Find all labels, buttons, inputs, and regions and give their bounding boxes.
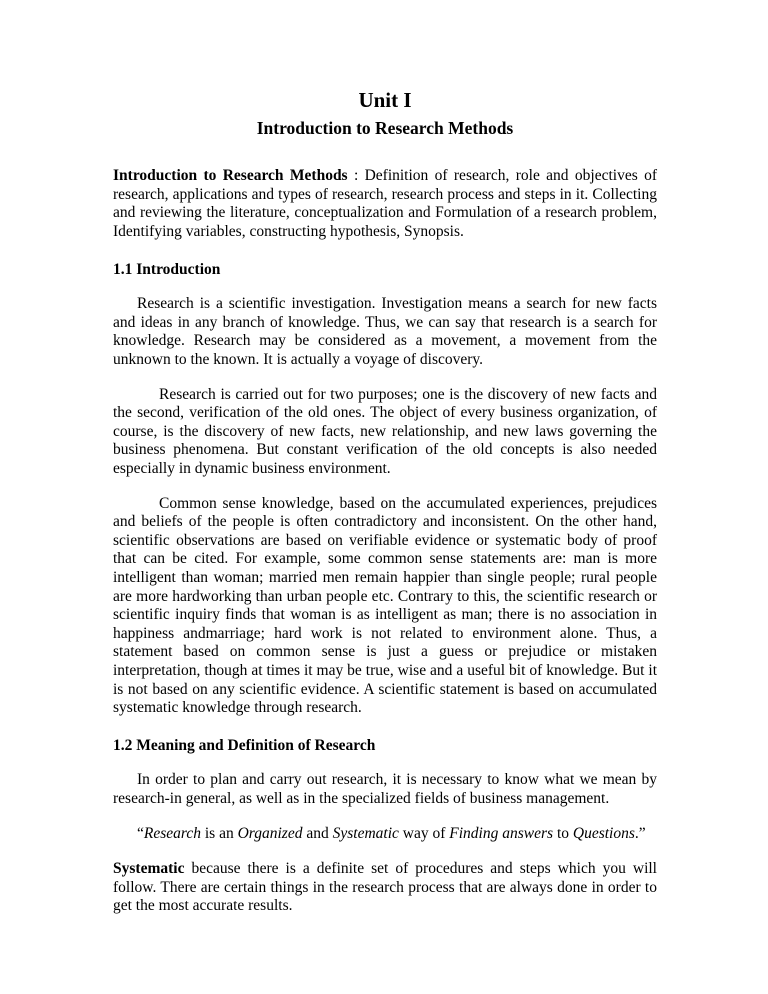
overview-lead-text: Introduction to Research Methods bbox=[113, 167, 348, 185]
systematic-paragraph bbox=[113, 860, 657, 916]
document-subtitle: Introduction to Research Methods bbox=[256, 118, 514, 139]
systematic-lead-text: Systematic bbox=[113, 860, 185, 878]
section-1-2-heading: 1.2 Meaning and Definition of Research bbox=[113, 736, 376, 754]
quote-open-mark: “ bbox=[137, 825, 144, 843]
overview-paragraph bbox=[113, 167, 657, 241]
quote-text-3: way of bbox=[398, 825, 450, 843]
quote-term-systematic: Systematic bbox=[332, 825, 399, 843]
section-1-1-paragraph-2: Research is carried out for two purposes; one is the discovery of new facts and the second, verification of the old ones. The object of every business organization, of course, is the discovery of new facts, new relationship, and new laws governing the business phenomena. But constant verification of the old concepts is also needed especially in dynamic business environment. bbox=[113, 385, 657, 477]
quote-text-2: and bbox=[302, 825, 333, 843]
quote-term-finding-answers: Finding answers bbox=[449, 825, 554, 843]
research-definition-quote bbox=[113, 825, 657, 844]
quote-close-mark: .” bbox=[634, 825, 646, 843]
section-1-1-heading: 1.1 Introduction bbox=[113, 260, 221, 278]
section-1-1-paragraph-3: Common sense knowledge, based on the accumulated experiences, prejudices and beliefs of the people is often contradictory and inconsistent. On the other hand, scientific observations are based on verifiable evidence or systematic body of proof that can be cited. For example, some common sense statements are: man is more intelligent than woman; married men remain happier than single people; rural people are more hardworking than urban people etc. Contrary to this, the scientific research or scientific inquiry finds that woman is as intelligent as man; there is no association in happiness andmarriage; hard work is not related to environment alone. Thus, a statement based on common sense is just a guess or prejudice or mistaken interpretation, though at times it may be true, wise and a useful bit of knowledge. But it is not based on any scientific evidence. A scientific statement is based on accumulated systematic knowledge through research. bbox=[113, 494, 657, 717]
quote-text-4: to bbox=[553, 825, 573, 843]
section-1-1-paragraph-1: Research is a scientific investigation. Investigation means a search for new facts and ideas in any branch of knowledge. Thus, we can say that research is a search for knowledge. Research may be considered as a movement, a movement from the unknown to the known. It is actually a voyage of discovery. bbox=[113, 295, 657, 369]
section-1-2-paragraph-1: In order to plan and carry out research, it is necessary to know what we mean by research-in general, as well as in the specialized fields of business management. bbox=[113, 771, 657, 807]
quote-term-questions: Questions bbox=[572, 825, 635, 843]
quote-term-organized: Organized bbox=[237, 825, 303, 843]
quote-term-research: Research bbox=[143, 825, 201, 843]
overview-body-text: : Definition of research, role and objectives of research, applications and types of research, research process and steps in it. Collecting and reviewing the literature, conceptualization and Formulation of a research problem, Identifying variables, constructing hypothesis, Synopsis. bbox=[113, 167, 657, 241]
quote-text-1: is an bbox=[201, 825, 238, 843]
systematic-body-text: because there is a definite set of procedures and steps which you will follow. There are certain things in the research process that are always done in order to get the most accurate results. bbox=[113, 860, 657, 915]
unit-title: Unit I bbox=[358, 88, 412, 112]
